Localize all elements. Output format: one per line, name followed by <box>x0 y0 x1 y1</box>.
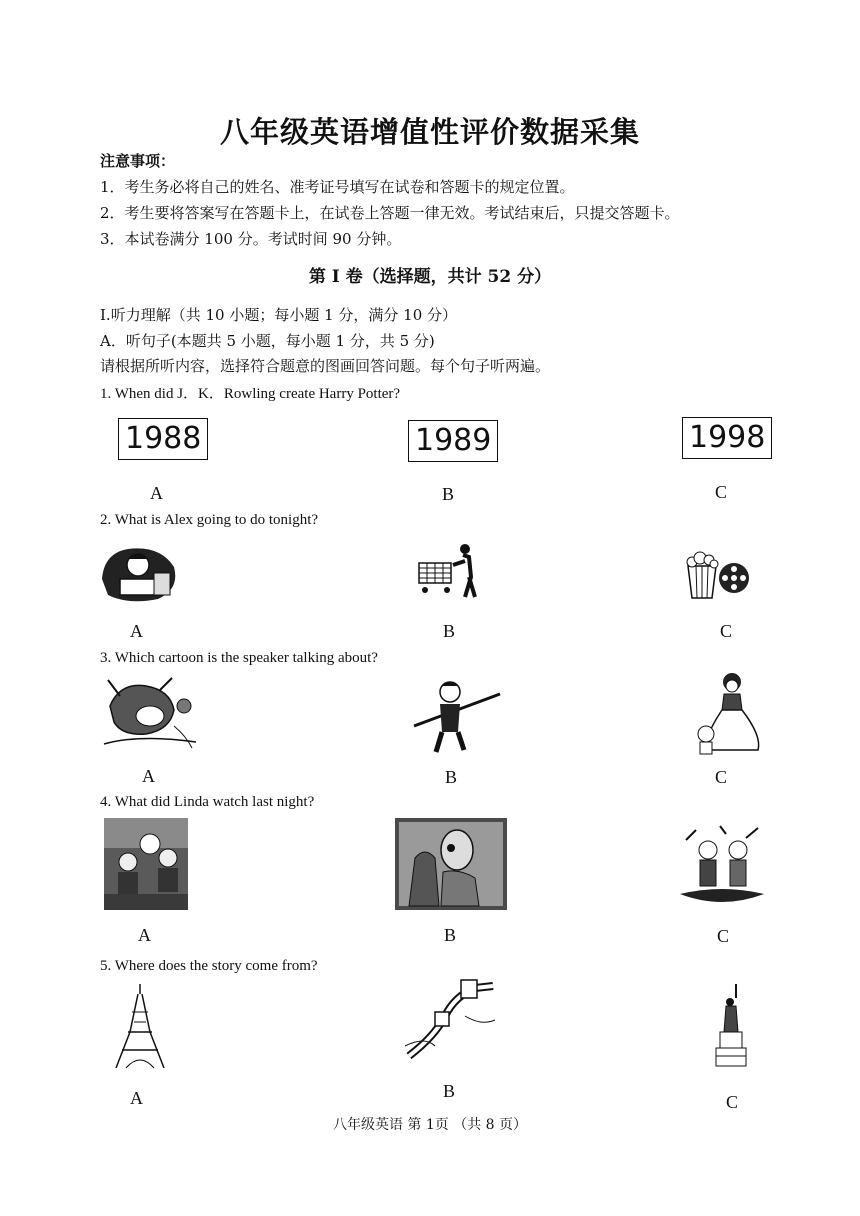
part1-heading: I.听力理解（共 10 小题；每小题 1 分，满分 10 分） <box>100 306 458 324</box>
page-title: 八年级英语增值性评价数据采集 <box>219 115 640 149</box>
question-2-text: 2. What is Alex going to do tonight? <box>100 512 319 528</box>
q3-letter-c: C <box>715 767 728 787</box>
monkey-king-cartoon-illustration <box>410 676 502 756</box>
snow-white-cartoon-illustration <box>692 670 764 758</box>
great-wall-illustration <box>405 976 497 1062</box>
q1-option-c-year: 1998 <box>682 417 772 459</box>
q1-letter-c: C <box>715 482 728 502</box>
q1-letter-a: A <box>150 483 163 503</box>
part1-instruction: 请根据所听内容，选择符合题意的图画回答问题。每个句子听两遍。 <box>100 357 551 375</box>
q1-letter-b: B <box>442 484 455 504</box>
shopping-cart-person-illustration <box>415 543 485 601</box>
notice-item-1: 1．考生务必将自己的姓名、准考证号填写在试卷和答题卡的规定位置。 <box>100 178 575 196</box>
section-title: 第 I 卷（选择题，共计 52 分） <box>308 267 552 287</box>
q3-letter-b: B <box>445 767 458 787</box>
old-cartoon-characters-illustration <box>395 818 507 910</box>
question-4-text: 4. What did Linda watch last night? <box>100 794 315 810</box>
notice-item-2: 2．考生要将答案写在答题卡上，在试卷上答题一律无效。考试结束后，只提交答题卡。 <box>100 204 680 222</box>
notice-heading: 注意事项： <box>100 152 176 170</box>
q2-letter-c: C <box>720 621 733 641</box>
q4-letter-a: A <box>138 925 151 945</box>
part1-sub-a: A．听句子(本题共 5 小题，每小题 1 分，共 5 分) <box>100 332 435 350</box>
question-5-text: 5. Where does the story come from? <box>100 958 318 974</box>
q3-letter-a: A <box>142 766 155 786</box>
q2-letter-b: B <box>443 621 456 641</box>
q5-letter-a: A <box>130 1088 143 1108</box>
statue-of-liberty-illustration <box>712 982 752 1068</box>
question-1-text: 1. When did J．K．Rowling create Harry Potter? <box>100 386 401 402</box>
page-footer: 八年级英语 第 1页 （共 8 页） <box>332 1117 528 1133</box>
question-3-text: 3. Which cartoon is the speaker talking about? <box>100 650 378 666</box>
q5-letter-b: B <box>443 1081 456 1101</box>
boy-at-computer-illustration <box>98 543 180 603</box>
q4-letter-b: B <box>444 925 457 945</box>
cat-and-mouse-cartoon-illustration <box>100 676 200 754</box>
eiffel-tower-illustration <box>108 982 172 1072</box>
q2-letter-a: A <box>130 621 143 641</box>
kids-soccer-cartoon-illustration <box>104 818 188 910</box>
q1-option-a-year: 1988 <box>118 418 208 460</box>
q1-option-b-year: 1989 <box>408 420 498 462</box>
q5-letter-c: C <box>726 1092 739 1112</box>
music-show-cartoon-illustration <box>676 820 768 912</box>
popcorn-film-reel-illustration <box>684 548 754 602</box>
q4-letter-c: C <box>717 926 730 946</box>
notice-item-3: 3．本试卷满分 100 分。考试时间 90 分钟。 <box>100 230 402 248</box>
